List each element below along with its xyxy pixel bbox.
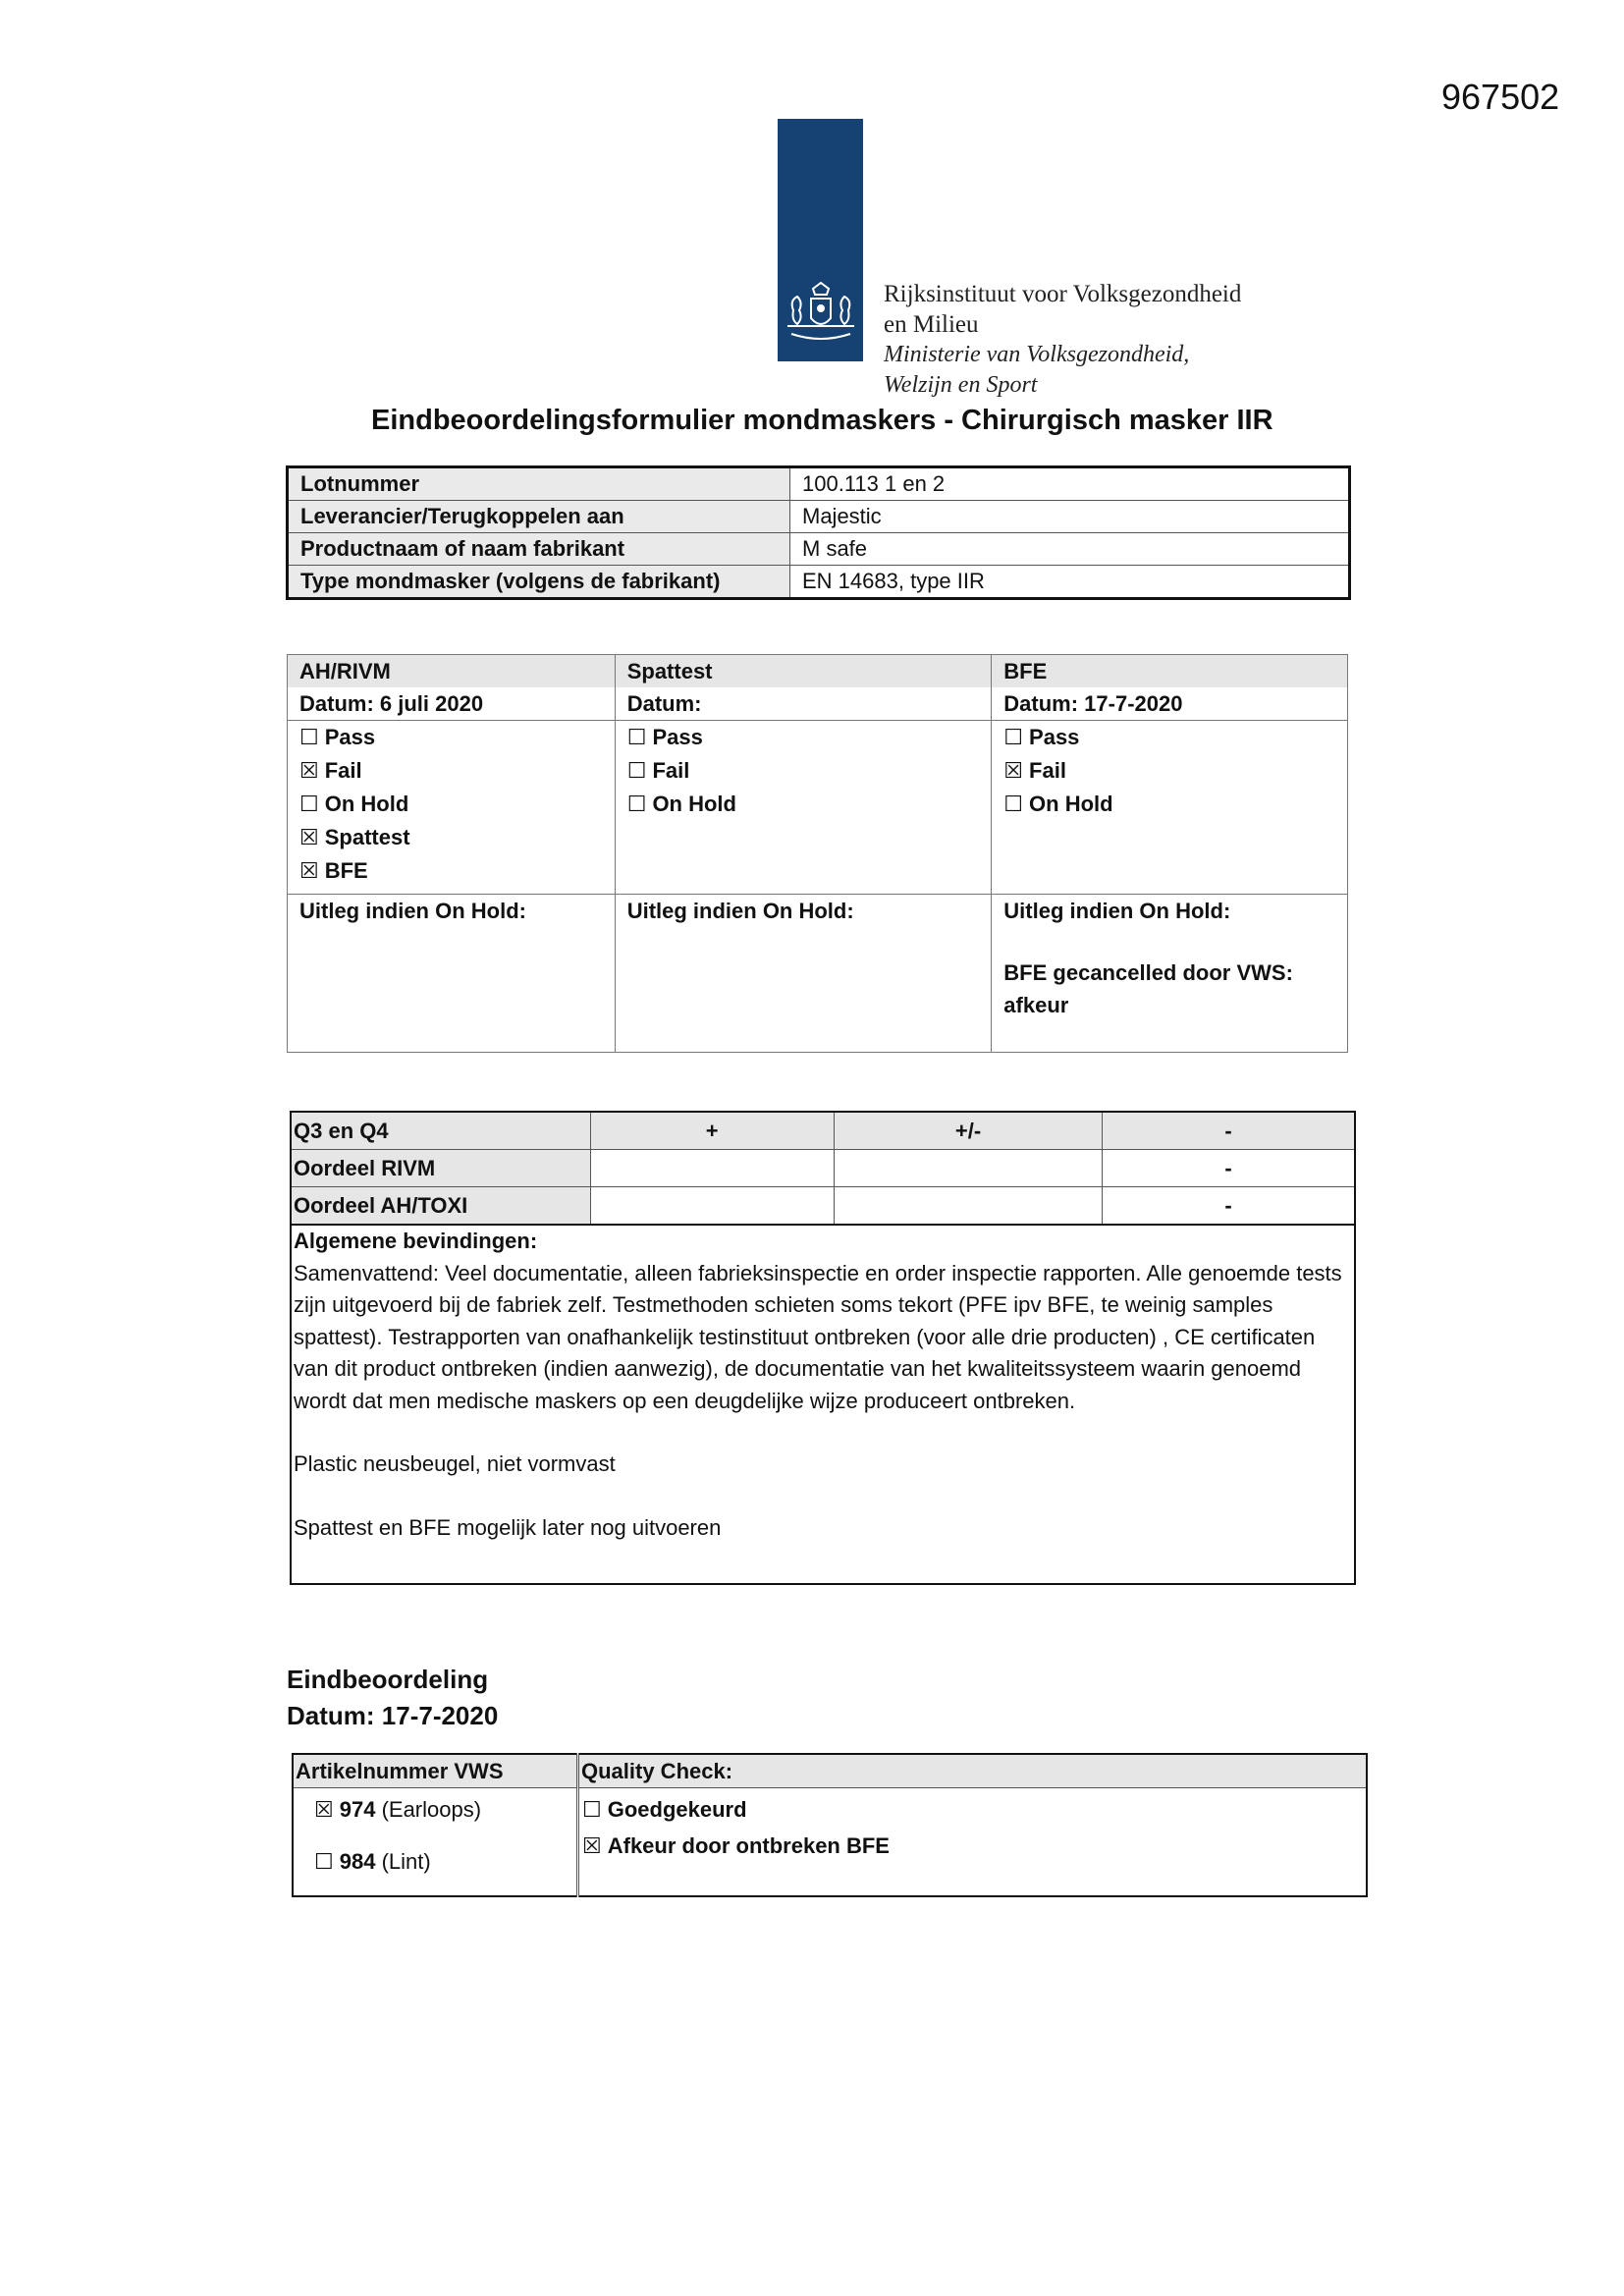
checkbox-item[interactable]	[299, 854, 603, 888]
quality-list	[578, 1788, 1368, 1897]
row-label: Oordeel AH/TOXI	[291, 1187, 590, 1226]
quality-checkbox[interactable]	[580, 1829, 1365, 1865]
checkbox-item[interactable]	[299, 721, 603, 754]
checkbox-icon: ☒	[582, 1834, 602, 1859]
checkbox-icon: ☒	[299, 759, 319, 784]
test-date: Datum: 6 juli 2020	[288, 687, 616, 721]
checkbox-icon: ☐	[626, 793, 647, 817]
column-header: BFE	[992, 655, 1348, 688]
field-value: EN 14683, type IIR	[790, 566, 1350, 599]
field-value: Majestic	[790, 501, 1350, 533]
rating-plusminus	[834, 1187, 1102, 1226]
institute-name	[884, 279, 1241, 401]
field-label: Type mondmasker (volgens de fabrikant)	[288, 566, 790, 599]
checkbox-label: On Hold	[652, 792, 736, 816]
explanation-cell	[288, 895, 616, 1053]
field-value: M safe	[790, 533, 1350, 566]
column-header: +/-	[834, 1112, 1102, 1150]
article-number: 984	[339, 1849, 376, 1874]
test-results-table	[287, 654, 1348, 1053]
institute-line: en Milieu	[884, 311, 979, 338]
checkbox-row	[288, 721, 1348, 895]
table-header-row	[291, 1112, 1355, 1150]
checkbox-group	[615, 721, 992, 895]
quality-checkbox[interactable]	[580, 1792, 1365, 1829]
checkbox-label: Fail	[324, 758, 362, 783]
column-header: AH/RIVM	[288, 655, 616, 688]
final-date: Datum: 17-7-2020	[287, 1701, 499, 1730]
row-label: Oordeel RIVM	[291, 1150, 590, 1187]
test-date: Datum: 17-7-2020	[992, 687, 1348, 721]
checkbox-label: On Hold	[1029, 792, 1113, 816]
test-date: Datum:	[615, 687, 992, 721]
checkbox-icon: ☒	[299, 859, 319, 884]
table-row	[288, 467, 1350, 501]
checkbox-label: Fail	[1029, 758, 1066, 783]
checkbox-item[interactable]	[299, 754, 603, 788]
explanation-row	[288, 895, 1348, 1053]
checkbox-label: Afkeur door ontbreken BFE	[607, 1833, 890, 1858]
column-header: Quality Check:	[578, 1754, 1368, 1788]
rating-minus: -	[1103, 1187, 1355, 1226]
explanation-cell	[992, 895, 1348, 1053]
section-title: Eindbeoordeling	[287, 1665, 489, 1694]
article-number: 974	[339, 1797, 376, 1822]
page-title: Eindbeoordelingsformulier mondmaskers - Chirurgisch masker IIR	[371, 405, 1273, 436]
checkbox-icon: ☐	[299, 726, 319, 750]
checkbox-icon: ☒	[1003, 759, 1024, 784]
checkbox-item[interactable]	[299, 821, 603, 854]
field-label: Leverancier/Terugkoppelen aan	[288, 501, 790, 533]
table-header-row	[293, 1754, 1367, 1788]
document-number: 967502	[1441, 77, 1560, 117]
findings-note: Plastic neusbeugel, niet vormvast	[294, 1451, 616, 1476]
rating-plus	[590, 1150, 834, 1187]
product-table	[286, 465, 1351, 600]
checkbox-icon: ☐	[582, 1798, 602, 1823]
table-row	[288, 566, 1350, 599]
column-header: Artikelnummer VWS	[293, 1754, 578, 1788]
article-desc: (Earloops)	[375, 1797, 482, 1822]
checkbox-icon: ☐	[626, 759, 647, 784]
checkbox-item[interactable]	[627, 788, 980, 821]
checkbox-icon: ☒	[299, 826, 319, 850]
column-header: -	[1103, 1112, 1355, 1150]
table-row	[291, 1187, 1355, 1226]
checkbox-icon: ☐	[299, 793, 319, 817]
field-value: 100.113 1 en 2	[790, 467, 1350, 501]
findings-note: Spattest en BFE mogelijk later nog uitvoeren	[294, 1514, 722, 1540]
checkbox-item[interactable]	[1003, 788, 1335, 821]
coat-of-arms-icon	[784, 281, 858, 346]
explanation-cell	[615, 895, 992, 1053]
checkbox-icon: ☐	[314, 1850, 334, 1875]
article-list	[293, 1788, 578, 1897]
explanation-label: Uitleg indien On Hold:	[299, 899, 526, 923]
rating-minus: -	[1103, 1150, 1355, 1187]
checkbox-label: Spattest	[324, 825, 410, 849]
table-row	[288, 533, 1350, 566]
ministry-line: Welzijn en Sport	[884, 372, 1038, 398]
table-header-row	[288, 655, 1348, 688]
checkbox-label: Pass	[324, 725, 376, 749]
checkbox-item[interactable]	[299, 788, 603, 821]
final-assessment-table	[292, 1753, 1368, 1897]
article-checkbox[interactable]	[295, 1844, 575, 1881]
checkbox-item[interactable]	[1003, 754, 1335, 788]
article-desc: (Lint)	[375, 1849, 431, 1874]
date-row	[288, 687, 1348, 721]
checkbox-item[interactable]	[627, 721, 980, 754]
checkbox-item[interactable]	[627, 754, 980, 788]
field-label: Productnaam of naam fabrikant	[288, 533, 790, 566]
field-label: Lotnummer	[288, 467, 790, 501]
institute-line: Rijksinstituut voor Volksgezondheid	[884, 281, 1242, 307]
checkbox-icon: ☐	[1003, 793, 1024, 817]
explanation-text: BFE gecancelled door VWS: afkeur	[1003, 960, 1293, 1017]
checkbox-label: Goedgekeurd	[607, 1797, 747, 1822]
rating-plusminus	[834, 1150, 1102, 1187]
rating-plus	[590, 1187, 834, 1226]
ministry-line: Ministerie van Volksgezondheid,	[884, 342, 1190, 367]
table-row	[293, 1788, 1367, 1897]
column-header: Q3 en Q4	[291, 1112, 590, 1150]
rating-table	[290, 1111, 1356, 1585]
column-header: +	[590, 1112, 834, 1150]
findings-summary: Samenvattend: Veel documentatie, alleen fabrieksinspectie en order inspectie rapporten. Alle genoemde tests zijn uitgevoerd bij de fabriek zelf. Testmethoden schieten soms tekort (PFE ipv BFE, te weinig samples spattest). Testrapporten van onafhankelijk testinstituut ontbreken (voor alle drie producten) , CE certificaten van dit product ontbreken (indien aanwezig), de documentatie van het kwaliteitssysteem waarin genoemd wordt dat men medische maskers op een deugdelijke wijze produceert ontbreken.	[294, 1260, 1342, 1413]
checkbox-icon: ☒	[314, 1798, 334, 1823]
findings-cell	[291, 1225, 1355, 1584]
checkbox-icon: ☐	[626, 726, 647, 750]
article-checkbox[interactable]	[295, 1792, 575, 1829]
checkbox-group	[288, 721, 616, 895]
final-assessment-heading	[287, 1662, 498, 1734]
checkbox-label: Fail	[652, 758, 690, 783]
table-row	[288, 501, 1350, 533]
findings-title: Algemene bevindingen:	[294, 1229, 538, 1253]
checkbox-group	[992, 721, 1348, 895]
checkbox-label: Pass	[1029, 725, 1080, 749]
checkbox-item[interactable]	[1003, 721, 1335, 754]
explanation-label: Uitleg indien On Hold:	[626, 899, 854, 923]
checkbox-label: On Hold	[324, 792, 409, 816]
explanation-label: Uitleg indien On Hold:	[1003, 899, 1231, 923]
column-header: Spattest	[615, 655, 992, 688]
findings-row	[291, 1225, 1355, 1584]
table-row	[291, 1150, 1355, 1187]
checkbox-icon: ☐	[1003, 726, 1024, 750]
checkbox-label: Pass	[652, 725, 703, 749]
checkbox-label: BFE	[324, 858, 368, 883]
